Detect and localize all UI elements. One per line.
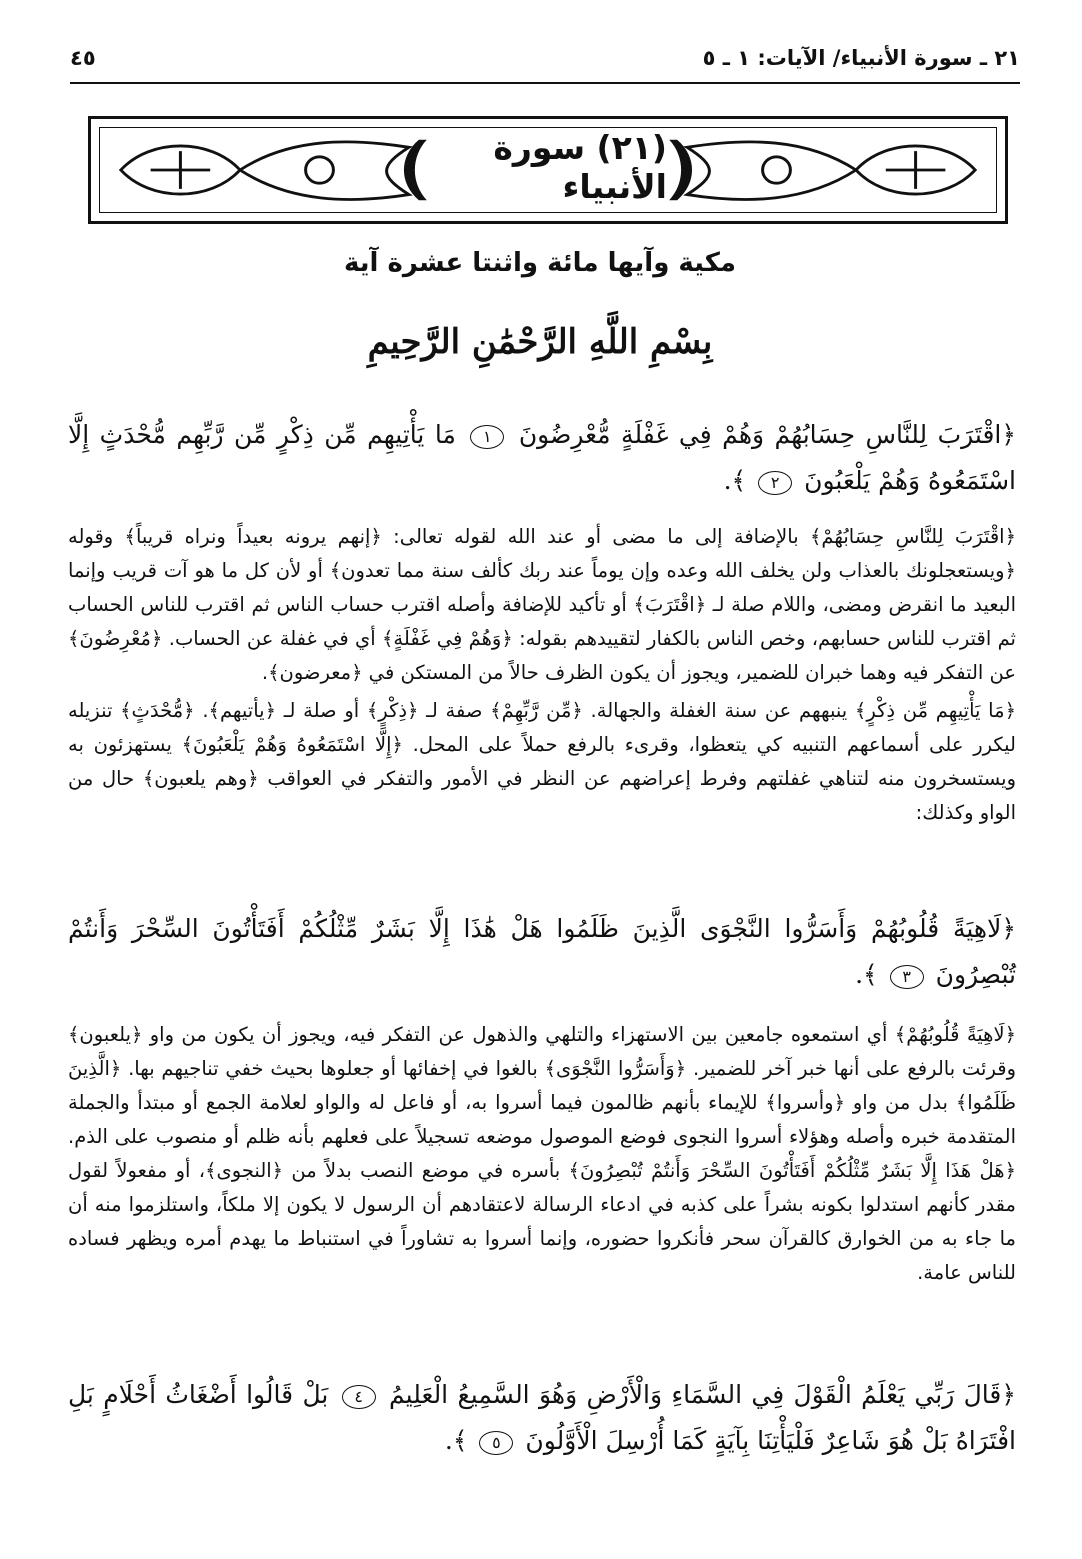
verse-text: مَا يَأْتِيهِم مِّن ذِكْرٍ مِّن رَّبِّهِم مُّحْدَثٍ إِلَّا اسْتَمَعُوهُ وَهُمْ يَلْعَبُونَ (68, 420, 1016, 495)
verse-number-marker: ١ (470, 425, 504, 449)
verse-number-marker: ٣ (890, 965, 924, 989)
verse-number-marker: ٤ (342, 1385, 376, 1409)
verse-block-3 (68, 1372, 1016, 1464)
verse-text: بَلْ قَالُوا أَضْغَاثُ أَحْلَامٍ بَلِ افْتَرَاهُ بَلْ هُوَ شَاعِرٌ فَلْيَأْتِنَا بِآيَةٍ كَمَا أُرْسِلَ الْأَوَّلُونَ (68, 1380, 1016, 1455)
surah-title: (٢١) سورة الأنبياء (431, 141, 667, 193)
surah-subtitle: مكية وآيها مائة واثنتا عشرة آية (343, 248, 737, 278)
commentary-paragraph: ﴿لَاهِيَةً قُلُوبُهُمْ﴾ أي استمعوه جامعين بين الاستهزاء والتلهي والذهول عن التفكر فيه، ويجوز أن يكون من واو ﴿يلعبون﴾ وقرئت بالرفع على أنها خبر آخر للضمير. ﴿وَأَسَرُّوا النَّجْوَى﴾ بالغوا في إخفائها أو جعلوها بحيث خفي تناجيهم بها. ﴿الَّذِينَ ظَلَمُوا﴾ بدل من واو ﴿وأسروا﴾ للإيماء بأنهم ظالمون فيما أسروا به، أو فاعل له والواو لعلامة الجمع أو مبتدأ والجملة المتقدمة خبره وأصله وهؤلاء أسروا النجوى فوضع الموصول موضعه تسجيلاً على فعلهم بأنه ظلم أو منصوب على الذم. ﴿هَلْ هَذَا إِلَّا بَشَرٌ مِّثْلُكُمْ أَفَتَأْتُونَ السِّحْرَ وَأَنتُمْ تُبْصِرُونَ﴾ بأسره في موضع النصب بدلاً من ﴿النجوى﴾، أو مفعولاً لقول مقدر كأنهم استدلوا بكونه بشراً على كذبه في ادعاء الرسالة لاعتقادهم أن الرسول لا يكون إلا ملكاً، واستلزموا منه أن ما جاء به من الخوارق كالقرآن سحر فأنكروا حضوره، وإنما أسروا به تشاوراً في استنباط ما يهدم أمره ويظهر فساده للناس عامة. (68, 1023, 1016, 1284)
commentary-block-1 (68, 520, 1016, 830)
verse-end: ﴾. (855, 960, 878, 989)
section-title: ٢١ ـ سورة الأنبياء/ الآيات: ١ ـ ٥ (702, 46, 1020, 70)
verse-text: ﴿اقْتَرَبَ لِلنَّاسِ حِسَابُهُمْ وَهُمْ فِي غَفْلَةٍ مُّعْرِضُونَ (518, 420, 1016, 449)
verse-text: ﴿قَالَ رَبِّي يَعْلَمُ الْقَوْلَ فِي السَّمَاءِ وَالْأَرْضِ وَهُوَ السَّمِيعُ الْعَلِيمُ (389, 1380, 1016, 1409)
verse-text: ﴿لَاهِيَةً قُلُوبُهُمْ وَأَسَرُّوا النَّجْوَى الَّذِينَ ظَلَمُوا هَلْ هَٰذَا إِلَّا بَشَرٌ مِّثْلُكُمْ أَفَتَأْتُونَ السِّحْرَ وَأَنتُمْ تُبْصِرُونَ (68, 914, 1016, 989)
verse-number-marker: ٥ (479, 1431, 513, 1455)
basmala: بِسْمِ اللَّهِ الرَّحْمَٰنِ الرَّحِيمِ (367, 322, 713, 362)
surah-banner (88, 116, 1008, 224)
running-header (70, 38, 1020, 78)
verse-block-2 (68, 906, 1016, 998)
verse-number-marker: ٢ (758, 471, 792, 495)
header-rule (70, 82, 1020, 84)
commentary-block-2 (68, 1018, 1016, 1290)
commentary-paragraph: ﴿اقْتَرَبَ لِلنَّاسِ حِسَابُهُمْ﴾ بالإضافة إلى ما مضى أو عند الله لقوله تعالى: ﴿إنهم يرونه بعيداً ونراه قريباً﴾ وقوله ﴿ويستعجلونك بالعذاب ولن يخلف الله وعده وإن يوماً عند ربك كألف سنة مما تعدون﴾ أو لأن كل ما هو آت قريب وإنما البعيد ما انقرض ومضى، واللام صلة لـ ﴿اقْتَرَبَ﴾ أو تأكيد للإضافة وأصله اقترب حساب الناس ثم اقترب للناس الحساب ثم اقترب للناس حسابهم، وخص الناس بالكفار لتقييدهم بقوله: ﴿وَهُمْ فِي غَفْلَةٍ﴾ أي في غفلة عن الحساب. ﴿مُعْرِضُونَ﴾ عن التفكر فيه وهما خبران للضمير، ويجوز أن يكون الظرف حالاً من المستكن في ﴿معرضون﴾. (68, 525, 1016, 684)
page-number: ٤٥ (70, 46, 96, 70)
verse-end: ﴾. (723, 466, 747, 495)
verse-end: ﴾. (444, 1426, 468, 1455)
verse-block-1 (68, 412, 1016, 504)
commentary-paragraph: ﴿مَا يَأْتِيهِم مِّن ذِكْرٍ﴾ ينبههم عن سنة الغفلة والجهالة. ﴿مِّن رَّبِّهِمْ﴾ صفة لـ ﴿ذِكْرٍ﴾ أو صلة لـ ﴿يأتيهم﴾. ﴿مُّحْدَثٍ﴾ تنزيله ليكرر على أسماعهم التنبيه كي يتعظوا، وقرىء بالرفع حملاً على المحل. ﴿إِلَّا اسْتَمَعُوهُ وَهُمْ يَلْعَبُونَ﴾ يستهزئون به ويستسخرون منه لتناهي غفلتهم وفرط إعراضهم عن النظر في الأمور والتفكر في العواقب ﴿وهم يلعبون﴾ حال من الواو وكذلك: (68, 699, 1016, 824)
